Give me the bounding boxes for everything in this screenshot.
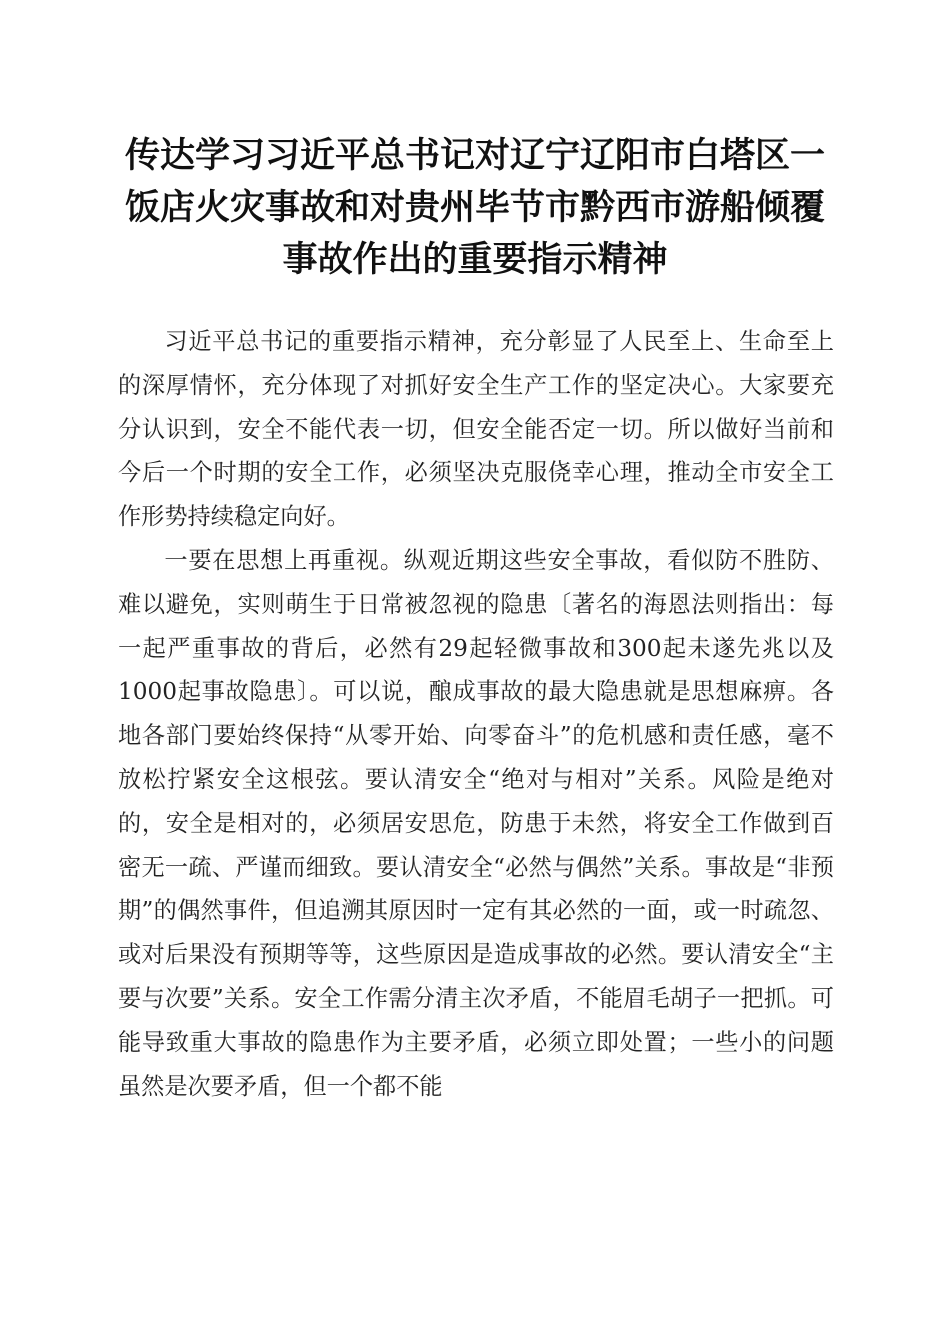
title-line: 传达学习习近平总书记对辽宁辽阳市白塔区一 [124,135,825,176]
title-line: 饭店火灾事故和对贵州毕节市黔西市游船倾覆 [124,187,825,228]
body-paragraph: 一要在思想上再重视。纵观近期这些安全事故，看似防不胜防、难以避免，实则萌生于日常被忽视的隐患〔著名的海恩法则指出：每一起严重事故的背后，必然有29起轻微事故和300起未遂先兆以及1000起事故隐患〕。可以说，酿成事故的最大隐患就是思想麻痹。各地各部门要始终保持“从零开始、向零奋斗”的危机感和责任感，毫不放松拧紧安全这根弦。要认清安全“绝对与相对”关系。风险是绝对的，安全是相对的，必须居安思危，防患于未然，将安全工作做到百密无一疏、严谨而细致。要认清安全“必然与偶然”关系。事故是“非预期”的偶然事件，但追溯其原因时一定有其必然的一面，或一时疏忽、或对后果没有预期等等，这些原因是造成事故的必然。要认清安全“主要与次要”关系。安全工作需分清主次矛盾，不能眉毛胡子一把抓。可能导致重大事故的隐患作为主要矛盾，必须立即处置；一些小的问题虽然是次要矛盾，但一个都不能 [118,546,834,1100]
document-title [100,130,850,286]
body-paragraph: 习近平总书记的重要指示精神，充分彰显了人民至上、生命至上的深厚情怀，充分体现了对抓好安全生产工作的坚定决心。大家要充分认识到，安全不能代表一切，但安全能否定一切。所以做好当前和今后一个时期的安全工作，必须坚决克服侥幸心理，推动全市安全工作形势持续稳定向好。 [118,328,834,531]
document-body [118,320,834,1108]
title-line: 事故作出的重要指示精神 [282,239,668,280]
